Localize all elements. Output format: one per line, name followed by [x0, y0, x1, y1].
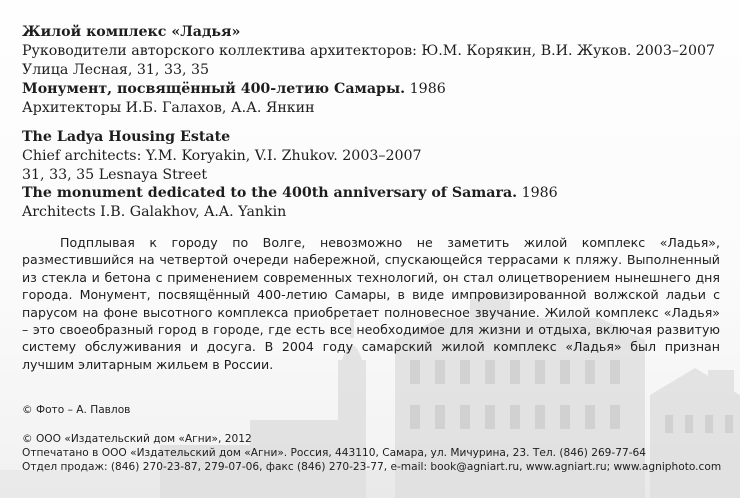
en-monument-year: 1986 [517, 185, 558, 201]
en-architects: Architects I.B. Galakhov, A.A. Yankin [22, 204, 287, 220]
ru-monument-year: 1986 [405, 81, 446, 97]
en-title: The Ladya Housing Estate [22, 129, 231, 145]
ru-monument-line [22, 81, 446, 97]
ru-monument-title: Монумент, посвящённый 400-летию Самары. [22, 81, 406, 97]
photo-credit: © Фото – А. Павлов [22, 404, 131, 416]
sales-contacts: Отдел продаж: (846) 270-23-87, 279-07-06, факс (846) 270-23-77, e-mail: book@agniart.ru, www.agniart.ru; www.agniphoto.com [22, 461, 722, 473]
en-monument-title: The monument dedicated to the 400th anniversary of Samara. [22, 185, 518, 201]
ru-leaders: Руководители авторского коллектива архитекторов: Ю.М. Корякин, В.И. Жуков. 2003–2007 [22, 43, 716, 59]
description-paragraph: Подплывая к городу по Волге, невозможно не заметить жилой комплекс «Ладья», разместившийся на четвертой очереди набережной, спускающейся террасами к пляжу. Выполненный из стекла и бетона с применением современных технологий, он стал олицетворением нынешнего дня города. Монумент, посвящённый 400-летию Самары, в виде импровизированной волжской ладьи с парусом на фоне высотного комплекса приобретает полновесное звучание. Жилой комплекс «Ладья» – это своеобразный город в городе, где есть все необходимое для жизни и отдыха, включая развитую систему обслуживания и досуга. В 2004 году самарский жилой комплекс «Ладья» был признан лучшим элитарным жильем в России. [22, 235, 720, 372]
ru-title: Жилой комплекс «Ладья» [22, 24, 241, 40]
en-chief: Chief architects: Y.M. Koryakin, V.I. Zhukov. 2003–2007 [22, 148, 422, 164]
en-monument-line [22, 185, 558, 201]
en-street: 31, 33, 35 Lesnaya Street [22, 167, 208, 183]
publisher-copyright: © ООО «Издательский дом «Агни», 2012 [22, 433, 252, 445]
ru-street: Улица Лесная, 31, 33, 35 [22, 62, 210, 78]
ru-architects: Архитекторы И.Б. Галахов, А.А. Янкин [22, 100, 315, 116]
printing-info: Отпечатано в ООО «Издательский дом «Агни». Россия, 443110, Самара, ул. Мичурина, 23. Тел. (846) 269-77-64 [22, 447, 647, 459]
